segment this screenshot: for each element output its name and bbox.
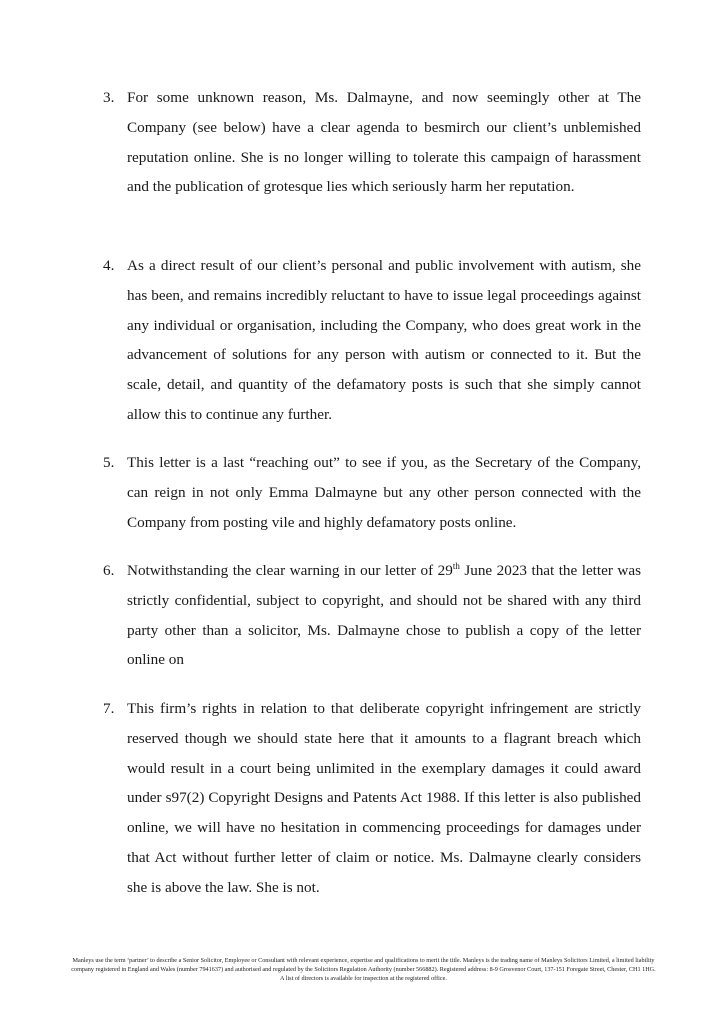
paragraph-4	[103, 251, 641, 430]
paragraph-6	[103, 556, 641, 675]
paragraph-number: 7.	[103, 700, 115, 717]
paragraph-number: 5.	[103, 454, 115, 471]
paragraph-5	[103, 448, 641, 537]
paragraph-text: For some unknown reason, Ms. Dalmayne, and now seemingly other at The Company (see below) have a clear agenda to besmirch our client’s unblemished reputation online. She is no longer willing to tolerate this campaign of harassment and the publication of grotesque lies which seriously harm her reputation.	[127, 89, 641, 196]
paragraph-text-start: Notwithstanding the clear warning in our letter of 29	[127, 562, 453, 579]
paragraph-text: As a direct result of our client’s personal and public involvement with autism, she has been, and remains incredibly reluctant to have to issue legal proceedings against any individual or organisation, including the Company, who does great work in the advancement of solutions for any person with autism or connected to it. But the scale, detail, and quantity of the defamatory posts is such that she simply cannot allow this to continue any further.	[127, 257, 641, 423]
paragraph-text: This letter is a last “reaching out” to see if you, as the Secretary of the Company, can reign in not only Emma Dalmayne but any other person connected with the Company from posting vile and highly defamatory posts online.	[127, 454, 641, 531]
ordinal-superscript: th	[452, 561, 460, 571]
footer-disclaimer: Manleys use the term ‘partner’ to describe a Senior Solicitor, Employee or Consultant with relevant experience, expertise and qualifications to merit the title. Manleys is the trading name of Manleys Solicitors Limited, a limited liability company registered in England and Wales (number 7941637) and authorised and regulated by the Solicitors Regulation Authority (number 566882). Registered address: 8-9 Grosvenor Court, 137-151 Foregate Street, Chester, CH1 1HG. A list of directors is available for inspection at the registered office.	[71, 957, 656, 983]
paragraph-text	[127, 556, 641, 675]
paragraph-number: 4.	[103, 257, 115, 274]
paragraph-number: 3.	[103, 89, 115, 106]
paragraph-number: 6.	[103, 562, 115, 579]
paragraph-3	[103, 83, 641, 202]
paragraph-7	[103, 694, 641, 903]
paragraph-text: This firm’s rights in relation to that deliberate copyright infringement are strictly reserved though we should state here that it amounts to a flagrant breach which would result in a court being unlimited in the exemplary damages it could award under s97(2) Copyright Designs and Patents Act 1988. If this letter is also published online, we will have no hesitation in commencing proceedings for damages under that Act without further letter of claim or notice. Ms. Dalmayne clearly considers she is above the law. She is not.	[127, 700, 641, 896]
paragraph-text-end: June 2023 that the letter was strictly confidential, subject to copyright, and should not be shared with any third party other than a solicitor, Ms. Dalmayne chose to publish a copy of the letter online on	[127, 562, 641, 669]
